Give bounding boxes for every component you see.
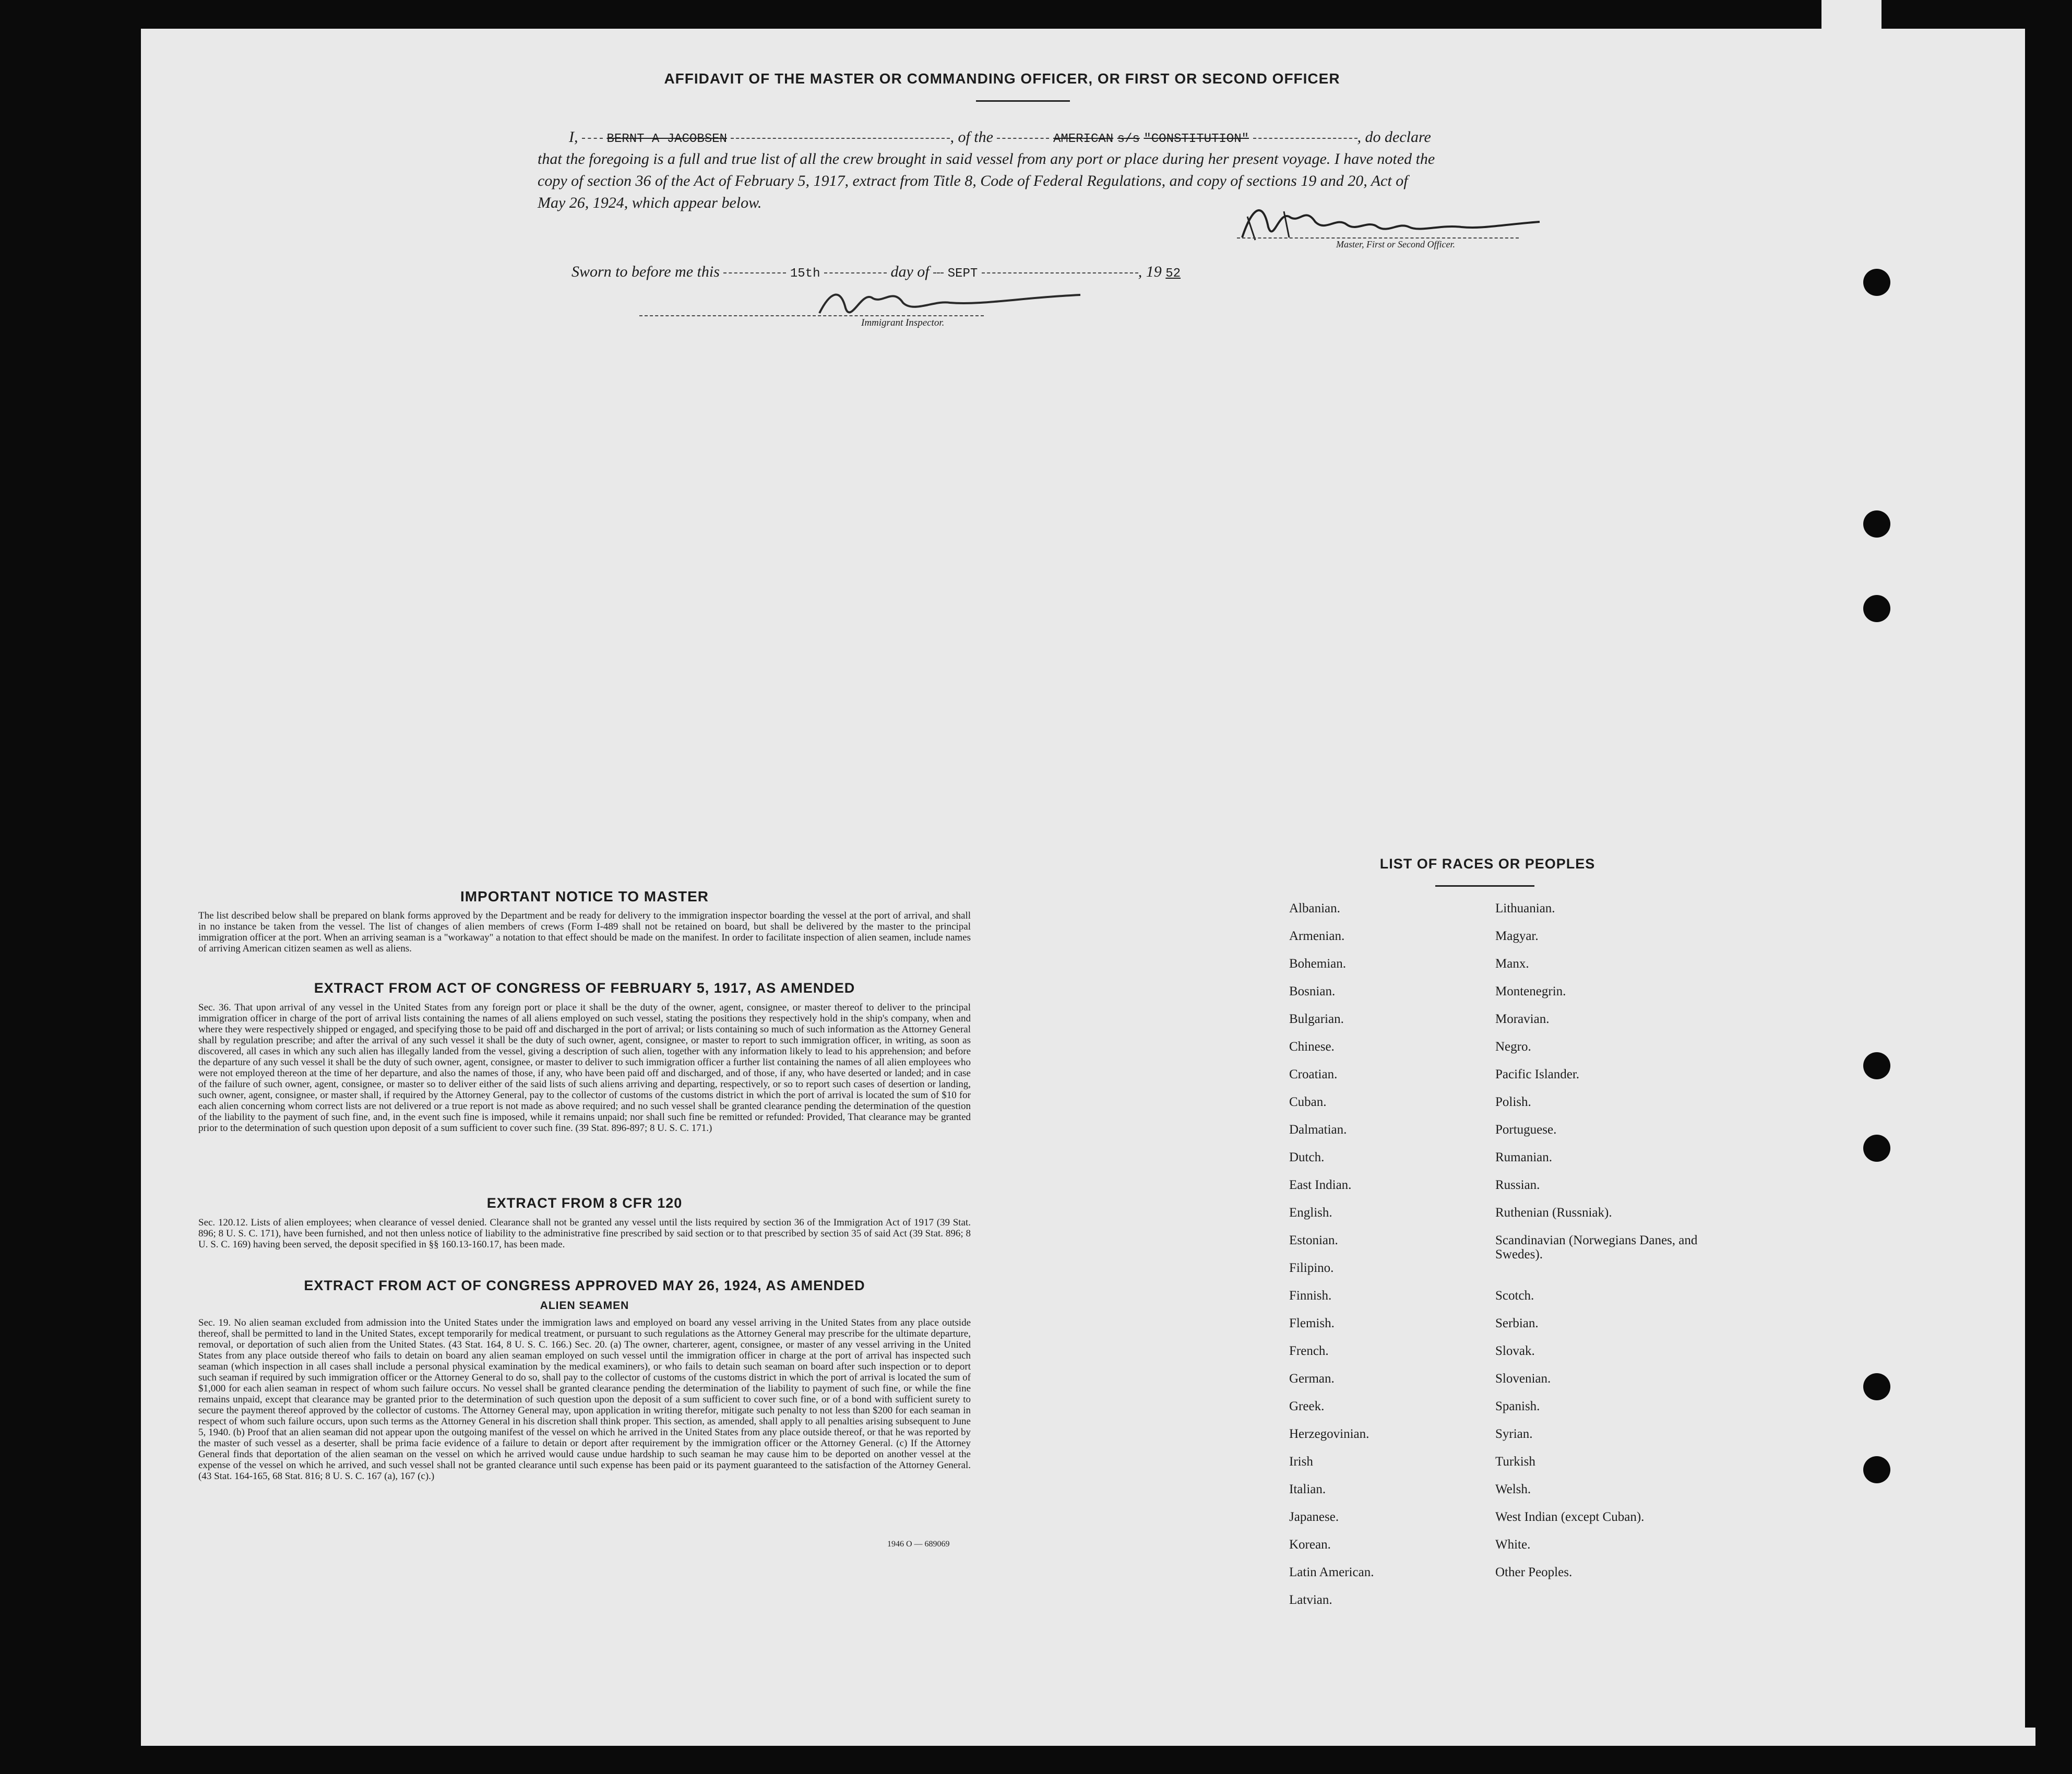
race-item: Bohemian.	[1289, 957, 1347, 971]
race-item: Slovenian.	[1495, 1372, 1551, 1386]
race-item: Slovak.	[1495, 1344, 1535, 1358]
race-item: French.	[1289, 1344, 1329, 1358]
inspector-caption: Immigrant Inspector.	[861, 317, 945, 328]
race-item: Armenian.	[1289, 929, 1345, 943]
sworn-day: 15th	[790, 267, 820, 281]
extract-cfr-title: EXTRACT FROM 8 CFR 120	[486, 1195, 683, 1211]
master-caption: Master, First or Second Officer.	[1336, 239, 1455, 249]
race-item: Magyar.	[1495, 929, 1539, 943]
sworn-month: SEPT	[947, 267, 978, 281]
race-item: Latin American.	[1289, 1565, 1374, 1579]
sheet-tab-top-right	[1821, 0, 1882, 84]
race-item: Greek.	[1289, 1399, 1325, 1413]
master-signature-line	[1237, 237, 1519, 239]
binder-hole	[1863, 1052, 1890, 1079]
races-title-underline	[1435, 885, 1534, 887]
inspector-signature	[814, 282, 1086, 329]
binder-hole	[1863, 595, 1890, 622]
race-item: English.	[1289, 1206, 1332, 1220]
race-item: West Indian (except Cuban).	[1495, 1510, 1645, 1524]
document-sheet	[141, 29, 2035, 1746]
binder-hole	[1863, 269, 1890, 296]
race-item: Welsh.	[1495, 1482, 1531, 1496]
extract-cfr-body: Sec. 120.12. Lists of alien employees; when clearance of vessel denied. Clearance shall not be granted any vessel until the lists required by section 36 of the Immigration Act of 1917 (39 Stat. 896; 8 U. S. C. 171), have been furnished, and not then unless notice of liability to the administrative fine prescribed by said section or to that prescribed by section 35 of said Act (39 Stat. 896; 8 U. S. C. 169) having been served, the deposit specified in §§ 160.13-160.17, has been made.	[198, 1217, 971, 1250]
race-item: Flemish.	[1289, 1316, 1335, 1330]
declaration-line-2: that the foregoing is a full and true list of all the crew brought in said vessel from any port or place during her present voyage. I have noted the	[538, 150, 1435, 168]
race-item: Italian.	[1289, 1482, 1326, 1496]
extract-1924-subtitle: ALIEN SEAMEN	[540, 1300, 629, 1312]
race-item: Korean.	[1289, 1538, 1331, 1552]
do-declare-label: , do declare	[1357, 128, 1431, 146]
affidavit-title: AFFIDAVIT OF THE MASTER OR COMMANDING OFFICER, OR FIRST OR SECOND OFFICER	[664, 70, 1340, 87]
race-item: Moravian.	[1495, 1012, 1550, 1026]
sheet-tab-right	[2025, 21, 2041, 1728]
race-item: Pacific Islander.	[1495, 1067, 1580, 1081]
race-item: Ruthenian (Russniak).	[1495, 1206, 1612, 1220]
race-item: German.	[1289, 1372, 1335, 1386]
race-item: Dutch.	[1289, 1150, 1325, 1164]
race-item: Estonian.	[1289, 1233, 1338, 1247]
race-item: Latvian.	[1289, 1593, 1332, 1607]
race-item: Bosnian.	[1289, 984, 1336, 998]
race-item: Irish	[1289, 1455, 1313, 1469]
sworn-label: Sworn to before me this	[571, 263, 720, 280]
declaration-line-3: copy of section 36 of the Act of February 5, 1917, extract from Title 8, Code of Federal Regulations, and copy of sections 19 and 20, Act of	[538, 172, 1408, 189]
race-item: East Indian.	[1289, 1178, 1352, 1192]
race-item: Syrian.	[1495, 1427, 1533, 1441]
ss-label: s/s	[1117, 132, 1140, 146]
nationality: AMERICAN	[1053, 132, 1114, 146]
race-item: Montenegrin.	[1495, 984, 1566, 998]
binder-hole	[1863, 510, 1890, 538]
race-item: Cuban.	[1289, 1095, 1327, 1109]
race-item: Scotch.	[1495, 1289, 1534, 1303]
race-item: Finnish.	[1289, 1289, 1332, 1303]
race-item: Scandinavian (Norwegians Danes, and Swedes).	[1495, 1233, 1698, 1261]
race-item: Filipino.	[1289, 1261, 1334, 1275]
master-name: BERNT A JACOBSEN	[606, 132, 727, 146]
binder-hole	[1863, 1456, 1890, 1483]
year-prefix: , 19	[1138, 263, 1162, 280]
race-item: Spanish.	[1495, 1399, 1540, 1413]
extract-1924-title: EXTRACT FROM ACT OF CONGRESS APPROVED MAY 26, 1924, AS AMENDED	[304, 1278, 865, 1293]
extract-1917-title: EXTRACT FROM ACT OF CONGRESS OF FEBRUARY 5, 1917, AS AMENDED	[314, 980, 855, 996]
sworn-year: 52	[1165, 267, 1181, 281]
binder-hole	[1863, 1373, 1890, 1400]
print-code: 1946 O — 689069	[887, 1540, 950, 1549]
race-item: Chinese.	[1289, 1040, 1335, 1054]
race-item: Bulgarian.	[1289, 1012, 1344, 1026]
inspector-signature-line	[639, 315, 984, 316]
race-item: Serbian.	[1495, 1316, 1539, 1330]
race-item: Dalmatian.	[1289, 1123, 1347, 1137]
i-label: I,	[569, 128, 578, 146]
declaration-line-4: May 26, 1924, which appear below.	[538, 194, 762, 211]
title-underline	[976, 100, 1070, 102]
race-item: Negro.	[1495, 1040, 1531, 1054]
day-of-label: day of	[890, 263, 930, 280]
race-item: Manx.	[1495, 957, 1529, 971]
sworn-line	[571, 263, 1181, 281]
race-item: Turkish	[1495, 1455, 1535, 1469]
race-item: Lithuanian.	[1495, 901, 1555, 915]
declaration-line-1	[569, 128, 1524, 146]
of-the-label: , of the	[950, 128, 993, 146]
notice-title: IMPORTANT NOTICE TO MASTER	[460, 888, 709, 904]
vessel-name: "CONSTITUTION"	[1144, 132, 1249, 146]
race-item: Other Peoples.	[1495, 1565, 1573, 1579]
race-item: Japanese.	[1289, 1510, 1339, 1524]
notice-body: The list described below shall be prepared on blank forms approved by the Department and be ready for delivery to the immigration inspector boarding the vessel at the port of arrival, and shall in no instance be taken from the vessel. The list of changes of alien members of crews (Form I-489 shall not be retained on board, but shall be delivered by the master to the principal immigration officer at the port. When an arriving seaman is a "workaway" a notation to that effect should be made on the manifest. In order to facilitate inspection of alien seamen, include names of arriving American citizen seamen as well as aliens.	[198, 910, 971, 954]
race-item: Albanian.	[1289, 901, 1340, 915]
extract-1917-body: Sec. 36. That upon arrival of any vessel in the United States from any foreign port or place it shall be the duty of the owner, agent, consignee, or master thereof to deliver to the principal immigration officer in charge of the port of arrival lists containing the names of all aliens employed on such vessel, stating the positions they respectively hold in the ship's company, when and where they were respectively shipped or engaged, and specifying those to be paid off and discharged in the port of arrival; or lists containing so much of such information as the Attorney General shall by regulation prescribe; and after the arrival of any such vessel it shall be the duty of such owner, agent, consignee, or master to report to such immigration officer, in writing, as soon as discovered, all cases in which any such alien has illegally landed from the vessel, giving a description of such alien, together with any information likely to lead to his apprehension; and before the departure of any such vessel it shall be the duty of such owner, agent, consignee, or master to deliver to such immigration officer a further list containing the names of all alien employees who were not employed thereon at the time of her departure, and also the names of those, if any, who have been paid off and discharged, and of those, if any, who have deserted or landed; and in case of the failure of such owner, agent, consignee, or master so to deliver either of the said lists of such aliens arriving and departing, respectively, or so to report such cases of desertion or landing, such owner, agent, consignee, or master shall, if required by the Attorney General, pay to the collector of customs of the customs district in which the port of arrival is located the sum of $10 for each alien concerning whom correct lists are not delivered or a true report is not made as above required; and no such vessel shall be granted clearance pending the determination of the question of the liability to the payment of such fine, and, in the event such fine is imposed, while it remains unpaid; nor shall such fine be remitted or refunded: Provided, That clearance may be granted prior to the determination of such question upon deposit of a sum sufficient to cover such fine. (39 Stat. 896-897; 8 U. S. C. 171.)	[198, 1002, 971, 1134]
race-item: Croatian.	[1289, 1067, 1338, 1081]
race-item: Russian.	[1495, 1178, 1540, 1192]
race-item: Herzegovinian.	[1289, 1427, 1370, 1441]
race-item: Rumanian.	[1495, 1150, 1553, 1164]
binder-hole	[1863, 1135, 1890, 1162]
race-item: White.	[1495, 1538, 1531, 1552]
race-item: Portuguese.	[1495, 1123, 1557, 1137]
extract-1924-body: Sec. 19. No alien seaman excluded from admission into the United States under the immigration laws and employed on board any vessel arriving in the United States from any place outside thereof, shall be permitted to land in the United States, except temporarily for medical treatment, or pursuant to such regulations as the Attorney General may prescribe for the ultimate departure, removal, or deportation of such alien from the United States. (43 Stat. 164, 8 U. S. C. 166.) Sec. 20. (a) The owner, charterer, agent, consignee, or master of any vessel arriving in the United States from any place outside thereof who fails to detain on board any alien seaman employed on such vessel until the immigration officer in charge at the port of arrival has inspected such seaman (which inspection in all cases shall include a personal physical examination by the medical examiners), or who fails to detain such seaman on board after such inspection or to deport such seaman if required by such immigration officer or the Attorney General to do so, shall pay to the collector of customs of the customs district in which the port of arrival is located the sum of $1,000 for each alien seaman in respect of whom such failure occurs. No vessel shall be granted clearance pending the determination of the liability to payment of such fine, or while the fine remains unpaid, except that clearance may be granted prior to the determination of such question upon the deposit of a sum sufficient to cover such fine, or of a bond with sufficient surety to secure the payment thereof approved by the collector of customs. The Attorney General may, upon application in writing therefor, mitigate such penalty to not less than $200 for each seaman in respect of whom such failure occurs, upon such terms as the Attorney General in his discretion shall think proper. This section, as amended, shall apply to all penalties arising subsequent to June 5, 1940. (b) Proof that an alien seaman did not appear upon the outgoing manifest of the vessel on which he arrived in the United States from any place outside thereof, or that he was reported by the master of such vessel as a deserter, shall be prima facie evidence of a failure to detain or deport after requirement by the immigration officer or the Attorney General. (c) If the Attorney General finds that deportation of the alien seaman on the vessel on which he arrived would cause undue hardship to such seaman he may cause him to be deported on another vessel at the expense of the vessel on which he arrived, and such vessel shall not be granted clearance until such expense has been paid or its payment guaranteed to the satisfaction of the Attorney General. (43 Stat. 164-165, 68 Stat. 816; 8 U. S. C. 167 (a), 167 (c).)	[198, 1317, 971, 1482]
races-title: LIST OF RACES OR PEOPLES	[1379, 856, 1595, 872]
race-item: Polish.	[1495, 1095, 1531, 1109]
